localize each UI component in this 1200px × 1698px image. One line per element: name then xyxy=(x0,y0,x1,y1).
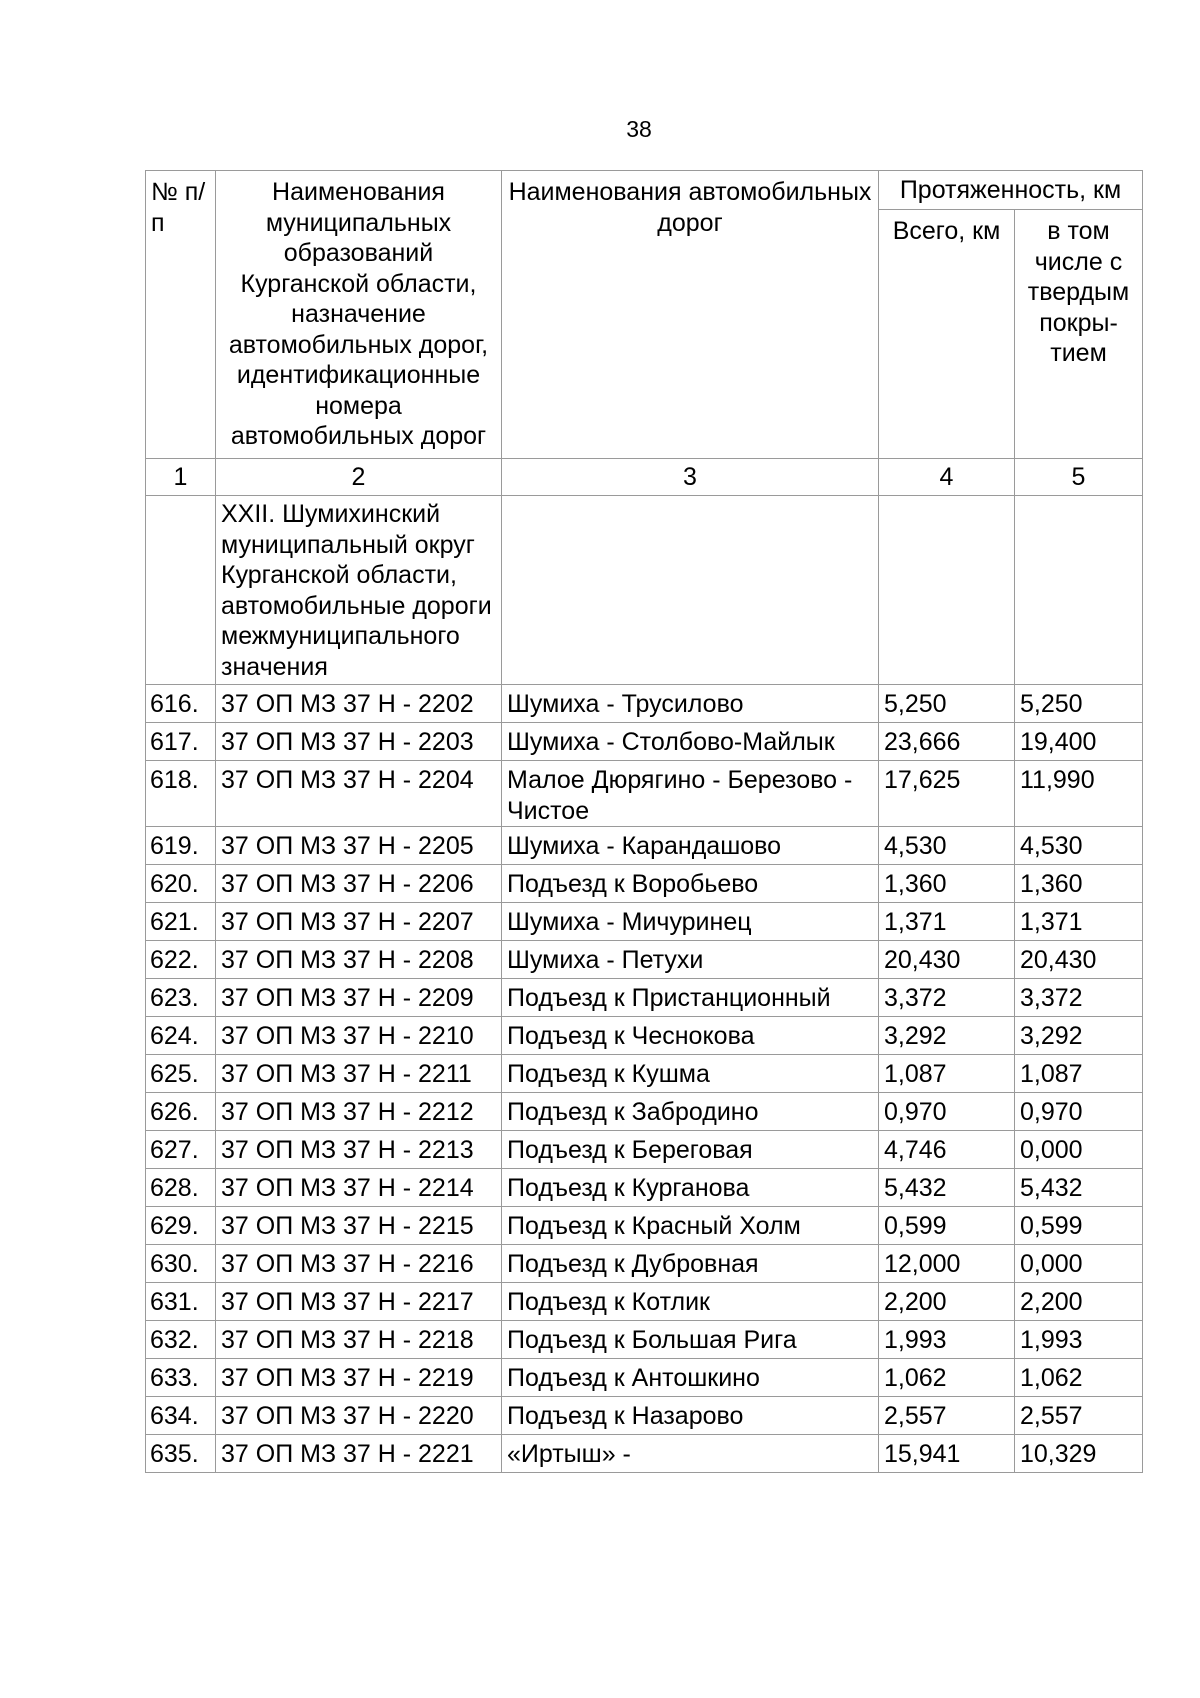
table-row xyxy=(146,1131,1143,1169)
length-total: 4,746 xyxy=(879,1131,1015,1169)
length-total: 23,666 xyxy=(879,723,1015,761)
section-empty-cell xyxy=(502,496,879,685)
length-total: 1,087 xyxy=(879,1055,1015,1093)
length-paved: 0,000 xyxy=(1015,1245,1143,1283)
road-name: Подъезд к Назарово xyxy=(502,1397,879,1435)
table-row xyxy=(146,723,1143,761)
road-id: 37 ОП МЗ 37 Н - 2202 xyxy=(216,685,502,723)
length-total: 2,557 xyxy=(879,1397,1015,1435)
table-row xyxy=(146,1321,1143,1359)
length-paved: 5,250 xyxy=(1015,685,1143,723)
row-number: 623. xyxy=(146,979,216,1017)
header-road-name: Наименования автомобильных дорог xyxy=(502,171,879,459)
road-id: 37 ОП МЗ 37 Н - 2218 xyxy=(216,1321,502,1359)
length-total: 1,371 xyxy=(879,903,1015,941)
table-row xyxy=(146,1283,1143,1321)
length-total: 3,372 xyxy=(879,979,1015,1017)
row-number: 635. xyxy=(146,1435,216,1473)
column-number: 4 xyxy=(879,459,1015,496)
header-total: Всего, км xyxy=(879,210,1015,459)
road-id: 37 ОП МЗ 37 Н - 2216 xyxy=(216,1245,502,1283)
length-total: 20,430 xyxy=(879,941,1015,979)
header-paved: в том числе с твердым покры-тием xyxy=(1015,210,1143,459)
road-name: Подъезд к Красный Холм xyxy=(502,1207,879,1245)
column-number: 5 xyxy=(1015,459,1143,496)
road-name: Шумиха - Карандашово xyxy=(502,827,879,865)
header-municipality: Наименования муниципальных образований Курганской области, назначение автомобильных дорог, идентификационные номера автомобильных дорог xyxy=(216,171,502,459)
table-row xyxy=(146,1093,1143,1131)
length-paved: 2,557 xyxy=(1015,1397,1143,1435)
length-total: 1,062 xyxy=(879,1359,1015,1397)
road-id: 37 ОП МЗ 37 Н - 2209 xyxy=(216,979,502,1017)
road-name: Подъезд к Антошкино xyxy=(502,1359,879,1397)
length-total: 3,292 xyxy=(879,1017,1015,1055)
length-paved: 0,970 xyxy=(1015,1093,1143,1131)
road-name: Подъезд к Чеснокова xyxy=(502,1017,879,1055)
table-header xyxy=(146,171,1143,685)
section-row xyxy=(146,496,1143,685)
road-id: 37 ОП МЗ 37 Н - 2214 xyxy=(216,1169,502,1207)
road-name: Подъезд к Забродино xyxy=(502,1093,879,1131)
length-total: 1,360 xyxy=(879,865,1015,903)
row-number: 633. xyxy=(146,1359,216,1397)
length-paved: 3,372 xyxy=(1015,979,1143,1017)
road-name: Подъезд к Пристанционный xyxy=(502,979,879,1017)
length-paved: 4,530 xyxy=(1015,827,1143,865)
section-empty-cell xyxy=(146,496,216,685)
length-paved: 1,993 xyxy=(1015,1321,1143,1359)
road-id: 37 ОП МЗ 37 Н - 2213 xyxy=(216,1131,502,1169)
roads-table xyxy=(145,170,1143,1473)
table-row xyxy=(146,903,1143,941)
row-number: 624. xyxy=(146,1017,216,1055)
road-name: Подъезд к Воробьево xyxy=(502,865,879,903)
road-name: Подъезд к Котлик xyxy=(502,1283,879,1321)
length-paved: 1,371 xyxy=(1015,903,1143,941)
length-total: 17,625 xyxy=(879,761,1015,827)
section-empty-cell xyxy=(879,496,1015,685)
road-name: Шумиха - Трусилово xyxy=(502,685,879,723)
road-id: 37 ОП МЗ 37 Н - 2206 xyxy=(216,865,502,903)
header-num: № п/п xyxy=(146,171,216,459)
road-id: 37 ОП МЗ 37 Н - 2205 xyxy=(216,827,502,865)
table-body xyxy=(146,685,1143,1473)
table-row xyxy=(146,761,1143,827)
table-row xyxy=(146,1435,1143,1473)
length-paved: 3,292 xyxy=(1015,1017,1143,1055)
row-number: 622. xyxy=(146,941,216,979)
road-name: «Иртыш» - xyxy=(502,1435,879,1473)
table-row xyxy=(146,1055,1143,1093)
row-number: 620. xyxy=(146,865,216,903)
road-id: 37 ОП МЗ 37 Н - 2217 xyxy=(216,1283,502,1321)
section-empty-cell xyxy=(1015,496,1143,685)
length-total: 15,941 xyxy=(879,1435,1015,1473)
road-id: 37 ОП МЗ 37 Н - 2208 xyxy=(216,941,502,979)
road-id: 37 ОП МЗ 37 Н - 2211 xyxy=(216,1055,502,1093)
length-paved: 1,062 xyxy=(1015,1359,1143,1397)
row-number: 632. xyxy=(146,1321,216,1359)
road-id: 37 ОП МЗ 37 Н - 2204 xyxy=(216,761,502,827)
length-paved: 5,432 xyxy=(1015,1169,1143,1207)
road-id: 37 ОП МЗ 37 Н - 2215 xyxy=(216,1207,502,1245)
row-number: 619. xyxy=(146,827,216,865)
table-row xyxy=(146,865,1143,903)
length-paved: 2,200 xyxy=(1015,1283,1143,1321)
length-total: 5,432 xyxy=(879,1169,1015,1207)
table-row xyxy=(146,1169,1143,1207)
road-id: 37 ОП МЗ 37 Н - 2210 xyxy=(216,1017,502,1055)
table-row xyxy=(146,1359,1143,1397)
row-number: 629. xyxy=(146,1207,216,1245)
header-length-group: Протяженность, км xyxy=(879,171,1143,210)
road-name: Подъезд к Дубровная xyxy=(502,1245,879,1283)
row-number: 631. xyxy=(146,1283,216,1321)
road-name: Подъезд к Курганова xyxy=(502,1169,879,1207)
header-row xyxy=(146,171,1143,210)
table-row xyxy=(146,1017,1143,1055)
column-number: 1 xyxy=(146,459,216,496)
table-row xyxy=(146,1397,1143,1435)
section-title: XXII. Шумихинский муниципальный округ Курганской области, автомобильные дороги межмуниципального значения xyxy=(216,496,502,685)
road-id: 37 ОП МЗ 37 Н - 2221 xyxy=(216,1435,502,1473)
length-total: 1,993 xyxy=(879,1321,1015,1359)
row-number: 628. xyxy=(146,1169,216,1207)
row-number: 621. xyxy=(146,903,216,941)
road-name: Подъезд к Большая Рига xyxy=(502,1321,879,1359)
table-row xyxy=(146,979,1143,1017)
road-name: Шумиха - Столбово-Майлык xyxy=(502,723,879,761)
row-number: 627. xyxy=(146,1131,216,1169)
length-total: 5,250 xyxy=(879,685,1015,723)
table-row xyxy=(146,1207,1143,1245)
length-paved: 1,087 xyxy=(1015,1055,1143,1093)
road-id: 37 ОП МЗ 37 Н - 2219 xyxy=(216,1359,502,1397)
length-total: 0,970 xyxy=(879,1093,1015,1131)
row-number: 618. xyxy=(146,761,216,827)
road-name: Малое Дюрягино - Березово - Чистое xyxy=(502,761,879,827)
road-name: Шумиха - Петухи xyxy=(502,941,879,979)
row-number: 625. xyxy=(146,1055,216,1093)
column-number-row xyxy=(146,459,1143,496)
road-name: Шумиха - Мичуринец xyxy=(502,903,879,941)
column-number: 2 xyxy=(216,459,502,496)
length-total: 4,530 xyxy=(879,827,1015,865)
road-name: Подъезд к Кушма xyxy=(502,1055,879,1093)
page-number: 38 xyxy=(626,116,652,142)
length-total: 0,599 xyxy=(879,1207,1015,1245)
row-number: 634. xyxy=(146,1397,216,1435)
length-paved: 19,400 xyxy=(1015,723,1143,761)
row-number: 630. xyxy=(146,1245,216,1283)
table-row xyxy=(146,827,1143,865)
table-row xyxy=(146,1245,1143,1283)
table-row xyxy=(146,685,1143,723)
table-row xyxy=(146,941,1143,979)
row-number: 616. xyxy=(146,685,216,723)
road-id: 37 ОП МЗ 37 Н - 2203 xyxy=(216,723,502,761)
road-id: 37 ОП МЗ 37 Н - 2220 xyxy=(216,1397,502,1435)
length-paved: 0,599 xyxy=(1015,1207,1143,1245)
road-id: 37 ОП МЗ 37 Н - 2207 xyxy=(216,903,502,941)
column-number: 3 xyxy=(502,459,879,496)
length-paved: 0,000 xyxy=(1015,1131,1143,1169)
length-paved: 20,430 xyxy=(1015,941,1143,979)
row-number: 626. xyxy=(146,1093,216,1131)
length-paved: 11,990 xyxy=(1015,761,1143,827)
length-total: 2,200 xyxy=(879,1283,1015,1321)
row-number: 617. xyxy=(146,723,216,761)
road-id: 37 ОП МЗ 37 Н - 2212 xyxy=(216,1093,502,1131)
road-name: Подъезд к Береговая xyxy=(502,1131,879,1169)
length-total: 12,000 xyxy=(879,1245,1015,1283)
length-paved: 1,360 xyxy=(1015,865,1143,903)
length-paved: 10,329 xyxy=(1015,1435,1143,1473)
